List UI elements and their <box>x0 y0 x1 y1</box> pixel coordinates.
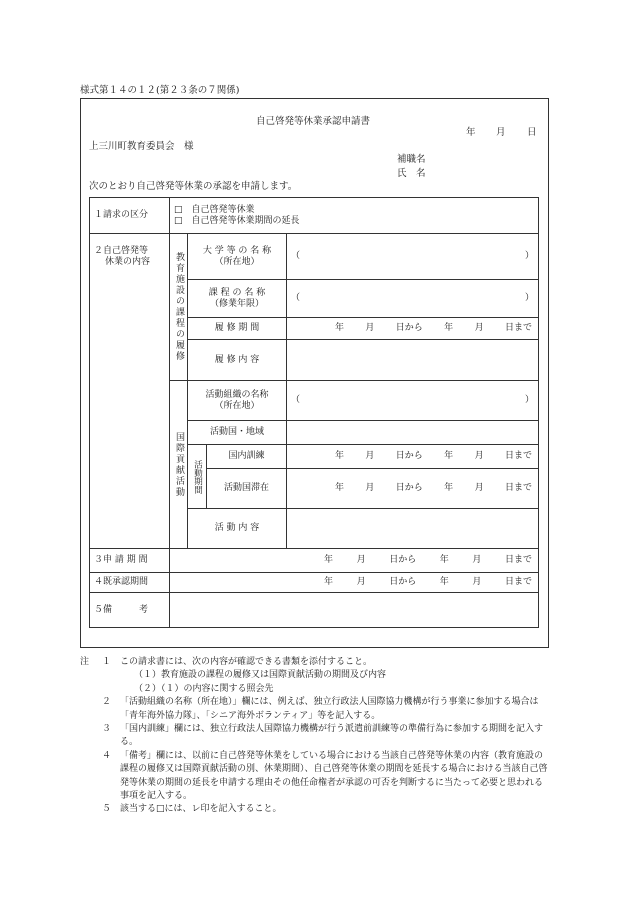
form-title: 自己啓発等休業承認申請書 <box>256 116 371 127</box>
option-leave: 自己啓発等休業 <box>191 204 255 215</box>
approved-period-label: ４既承認期間 <box>90 573 170 593</box>
study-content-field[interactable] <box>287 340 539 381</box>
request-sentence: 次のとおり自己啓発等休業の承認を申請します。 <box>89 181 298 192</box>
checkbox-extension[interactable]: □ <box>174 215 183 226</box>
approved-period-field[interactable]: 年 月 日から 年 月 日まで <box>170 573 539 593</box>
notes-section <box>80 656 550 817</box>
course-name-field[interactable]: （ ） <box>287 280 539 318</box>
org-name-label: 活動組織の名称 （所在地） <box>188 381 287 421</box>
form-number: 様式第１４の１２(第２３条の７関係) <box>80 85 240 96</box>
note-item: ５ 該当する□には、レ印を記入すること。 <box>102 804 282 815</box>
request-type-label: １請求の区分 <box>90 198 170 234</box>
applicant-name-label: 氏 名 <box>397 168 426 179</box>
domestic-training-field[interactable]: 年 月 日から 年 月 日まで <box>287 445 539 469</box>
notes-head: 注 <box>80 657 90 667</box>
note-item: ２ 「活動組織の名称（所在地）」欄には、例えば、独立行政法人国際協力機構が行う事業に参加する場合は「青年海外協力隊」、「シニア海外ボランティア」等を記入する。 <box>102 697 539 721</box>
intl-section-label: 国際貢献活動 <box>170 381 188 549</box>
date-month-label: 月 <box>496 127 506 138</box>
option-extension: 自己啓発等休業期間の延長 <box>191 215 300 226</box>
date-day-label: 日 <box>527 127 537 138</box>
education-section-label: 教育施設の課程の履修 <box>170 234 188 381</box>
application-table <box>89 197 539 628</box>
leave-content-label: ２自己啓発等 休業の内容 <box>90 234 170 549</box>
remarks-field[interactable] <box>170 593 539 628</box>
study-content-label: 履 修 内 容 <box>188 340 287 381</box>
activity-country-field[interactable] <box>287 421 539 445</box>
request-type-options <box>170 198 539 234</box>
checkbox-leave[interactable]: □ <box>174 204 183 215</box>
school-name-label: 大 学 等 の 名 称 （所在地） <box>188 234 287 280</box>
date-year-label: 年 <box>466 127 476 138</box>
activity-content-field[interactable] <box>287 509 539 549</box>
org-name-field[interactable]: （ ） <box>287 381 539 421</box>
course-name-label: 課 程 の 名 称 （修業年限） <box>188 280 287 318</box>
domestic-training-label: 国内訓練 <box>207 445 287 469</box>
note-item: 注 １ この請求書には、次の内容が確認できる書類を添付すること。 <box>80 656 550 669</box>
activity-country-label: 活動国・地域 <box>188 421 287 445</box>
note-sub-item: （１）教育施設の課程の履修又は国際貢献活動の期間及び内容 <box>134 670 387 681</box>
school-name-field[interactable]: （ ） <box>287 234 539 280</box>
note-item: ３ 「国内訓練」欄には、独立行政法人国際協力機構が行う派遣前訓練等の準備行為に参加する期間を記入する。 <box>102 724 544 748</box>
stay-abroad-field[interactable]: 年 月 日から 年 月 日まで <box>287 469 539 509</box>
remarks-label: ５備 考 <box>90 593 170 628</box>
study-period-field[interactable]: 年 月 日から 年 月 日まで <box>287 318 539 340</box>
note-sub-item: （２）（１）の内容に関する照会先 <box>134 683 274 694</box>
activity-content-label: 活 動 内 容 <box>188 509 287 549</box>
study-period-label: 履 修 期 間 <box>188 318 287 340</box>
application-period-field[interactable]: 年 月 日から 年 月 日まで <box>170 549 539 573</box>
job-title-label: 補職名 <box>397 154 426 165</box>
stay-abroad-label: 活動国滞在 <box>207 469 287 509</box>
activity-period-label: 活動期間 <box>188 445 207 509</box>
addressee: 上三川町教育委員会 様 <box>89 141 194 152</box>
note-item: ４ 「備考」欄には、以前に自己啓発等休業をしている場合における当該自己啓発等休業の内容（教育施設の課程の履修又は国際貢献活動の別、休業期間）、自己啓発等休業の期間を延長する場合における当該自己啓発等休業の期間の延長を申請する理由その他任命権者が承認の可否を判断するに当たって必要と思われる事項を記入する。 <box>102 750 548 802</box>
application-period-label: ３申 請 期 間 <box>90 549 170 573</box>
